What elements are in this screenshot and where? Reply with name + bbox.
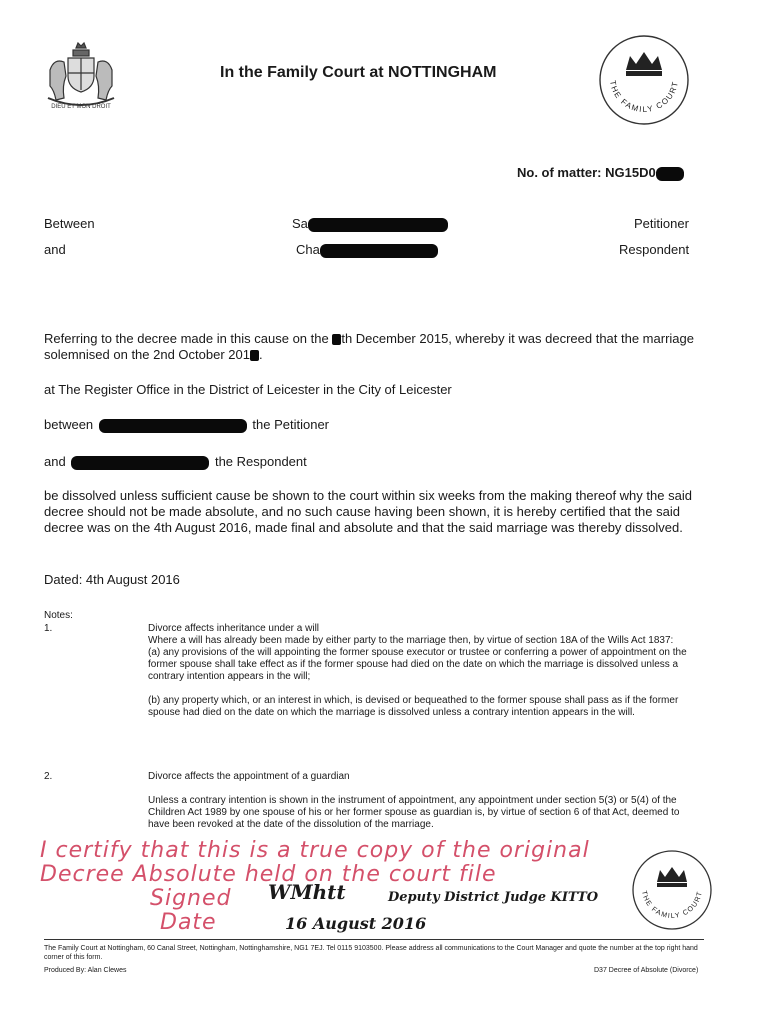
note-1 xyxy=(148,623,694,719)
form-code: D37 Decree of Absolute (Divorce) xyxy=(594,967,699,974)
court-seal-bottom xyxy=(630,848,714,932)
signed-label: Signed xyxy=(150,886,232,911)
note-1-title: Divorce affects inheritance under a will xyxy=(148,623,320,634)
decree-paragraph: Referring to the decree made in this cause on the th December 2015, whereby it was decreed that the marriage solemnised on the 2nd October 201 . xyxy=(44,331,694,362)
and-respondent-line: and the Respondent xyxy=(44,454,307,469)
court-seal-top xyxy=(596,32,692,128)
svg-text:THE FAMILY COURT xyxy=(608,80,680,114)
matter-number: No. of matter: NG15D0 xyxy=(517,165,684,181)
footer-address: The Family Court at Nottingham, 60 Canal Street, Nottingham, Nottinghamshire, NG1 7EJ. Tel 0115 9103500. Please address all communications to the Court Manager and quote the number at the top right hand corner of this form. xyxy=(44,945,698,961)
and-label: and xyxy=(44,242,66,257)
judge-name: Deputy District Judge KITTO xyxy=(388,890,599,905)
signature-image: WMhtt xyxy=(268,880,346,904)
footer-divider xyxy=(44,939,704,940)
register-office-line: at The Register Office in the District of Leicester in the City of Leicester xyxy=(44,382,452,397)
between-petitioner-line: between the Petitioner xyxy=(44,417,330,432)
petitioner-role: Petitioner xyxy=(634,216,689,231)
handwritten-date: 16 August 2016 xyxy=(285,914,427,933)
dated-line: Dated: 4th August 2016 xyxy=(44,572,180,587)
note-2-text: Unless a contrary intention is shown in the instrument of appointment, any appointment under section 5(3) or 5(4) of the Children Act 1989 by one spouse of his or her former spouse as guardian is, by virtue of section 6 of that Act, deemed to have been revoked at the date of the dissolution of the marriage. xyxy=(148,795,680,830)
respondent-name: Cha xyxy=(296,242,438,258)
petitioner-name: Sa xyxy=(292,216,448,232)
seal-text: THE FAMILY COURT xyxy=(608,79,680,115)
note-2-title: Divorce affects the appointment of a guardian xyxy=(148,771,350,782)
motto-text: DIEU ET MON DROIT xyxy=(51,104,111,110)
note-1-number: 1. xyxy=(44,623,53,634)
certify-line-2: Decree Absolute held on the court file xyxy=(40,862,497,887)
coat-of-arms-icon xyxy=(40,40,122,112)
crown-icon xyxy=(626,52,662,76)
note-1-a: (a) any provisions of the will appointing the former spouse executor or trustee or conferring a power of appointment on the former spouse shall take effect as if the former spouse had died on the date on which the marriage is dissolved unless a contrary intention appears in the will; xyxy=(148,647,687,682)
notes-label: Notes: xyxy=(44,610,73,621)
note-2 xyxy=(148,771,694,831)
produced-by: Produced By: Alan Clewes xyxy=(44,967,127,974)
date-label: Date xyxy=(160,910,217,935)
court-title: In the Family Court at NOTTINGHAM xyxy=(220,64,497,81)
between-label: Between xyxy=(44,216,95,231)
note-1-intro: Where a will has already been made by either party to the marriage then, by virtue of section 18A of the Wills Act 1837: xyxy=(148,635,674,646)
note-1-b: (b) any property which, or an interest in which, is devised or bequeathed to the former spouse shall pass as if the former spouse had died on the date on which the marriage is dissolved unless a contrary intention appears in the will. xyxy=(148,695,679,718)
seal-text-bottom: THE FAMILY COURT xyxy=(640,890,704,921)
dissolution-paragraph: be dissolved unless sufficient cause be shown to the court within six weeks from the making thereof why the said decree should not be made absolute, and no such cause having been shown, it is hereby certified that the said decree was on the 4th August 2016, made final and absolute and that the said marriage was thereby dissolved. xyxy=(44,488,692,535)
certify-line-1: I certify that this is a true copy of the original xyxy=(40,838,590,863)
respondent-role: Respondent xyxy=(619,242,690,257)
note-2-number: 2. xyxy=(44,771,53,782)
